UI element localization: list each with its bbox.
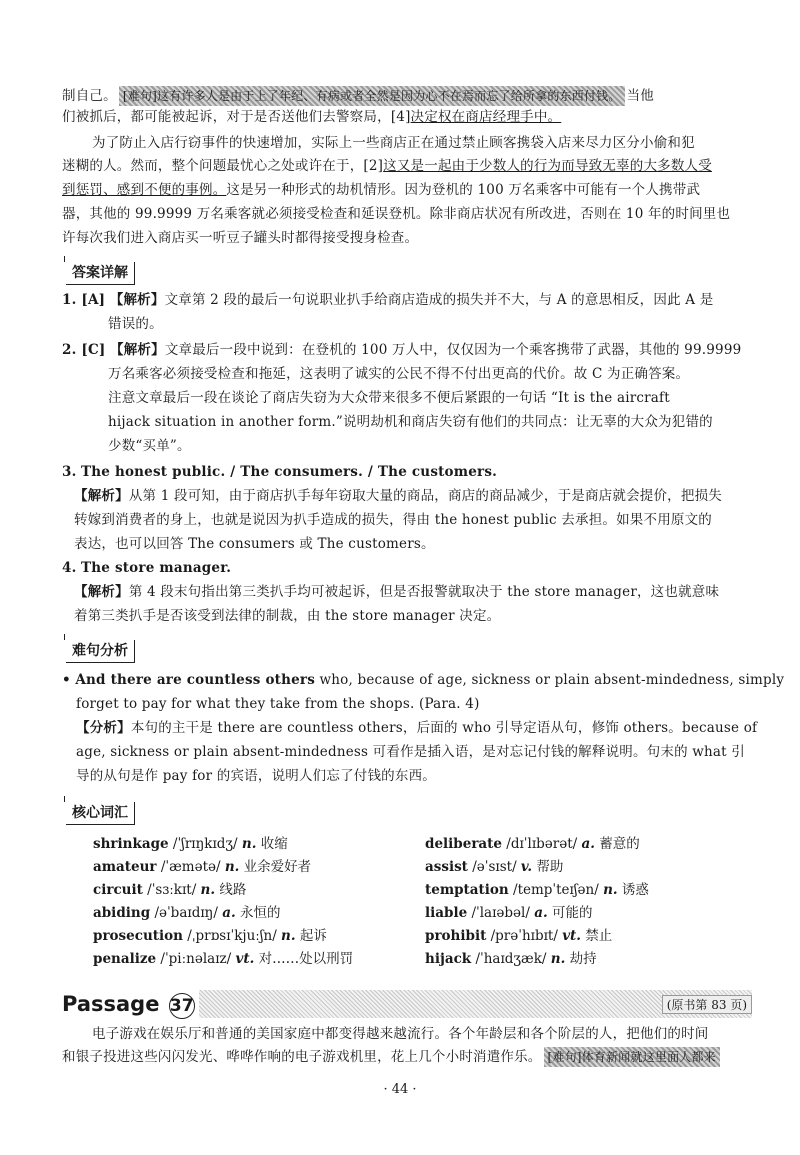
translation-line: 许每次我们进入商店买一听豆子罐头时都得接受搜身检查。 <box>62 230 419 246</box>
translation-line <box>62 86 654 106</box>
meaning: 对……处以刑罚 <box>258 951 354 967</box>
meaning: 诱惑 <box>621 882 649 898</box>
translation-line: 为了防止入店行窃事件的快速增加，实际上一些商店正在通过禁止顾客携袋入店来尽力区分小偷和犯 <box>92 135 695 151</box>
question-marker: [4] <box>390 109 411 125</box>
phonetic: /əˈbaɪdɪŋ/ <box>154 905 218 921</box>
text-span: 文章第 2 段的最后一句说职业扒手给商店造成的损失并不大，与 A 的意思相反，因此 A 是 <box>164 292 714 308</box>
meaning: 可能的 <box>551 905 593 921</box>
translation-line: 器，其他的 99.9999 万名乘客就必须接受检查和延误登机。除非商店状况有所改进，否则在 10 年的时间里也 <box>62 206 731 222</box>
vocab-entry <box>93 878 246 898</box>
phonetic: /ˈhaɪdʒæk/ <box>475 951 547 967</box>
analysis-tag: 【解析】 <box>74 584 129 600</box>
part-of-speech: vt. <box>562 928 581 944</box>
text-span: 第 4 段末句指出第三类扒手均可被起诉，但是否报警就取决于 the store manager，这也就意味 <box>128 584 720 600</box>
part-of-speech: v. <box>520 859 533 875</box>
phonetic: /tempˈteɪʃən/ <box>513 882 599 898</box>
meaning: 禁止 <box>585 928 613 944</box>
meaning: 业余爱好者 <box>243 859 312 875</box>
part-of-speech: n. <box>550 951 566 967</box>
vocab-word: penalize <box>93 951 157 967</box>
part-of-speech: n. <box>224 859 240 875</box>
phonetic: /ˌprɒsɪˈkjuːʃn/ <box>187 928 277 944</box>
answer-2-line <box>62 340 741 360</box>
vocab-entry <box>425 901 592 921</box>
phonetic: /ˈʃrɪŋkɪdʒ/ <box>172 836 238 852</box>
vocab-word: abiding <box>93 905 151 921</box>
sentence-core: And there are countless others <box>75 672 316 688</box>
part-of-speech: vt. <box>235 951 255 967</box>
text-span: forget to pay for what they take from the shops. <box>76 696 415 712</box>
translation-line <box>62 156 712 176</box>
vocab-entry <box>425 947 597 967</box>
vocab-entry <box>425 855 563 875</box>
heading-text: 难句分析 <box>72 643 128 659</box>
part-of-speech: n. <box>603 882 618 898</box>
passage-number: 37 <box>169 993 195 1019</box>
text-span: 从第 1 段可知，由于商店扒手每年窃取大量的商品，商店的商品减少，于是商店就会提价，把损失 <box>128 488 722 504</box>
answer-4-line <box>74 582 719 602</box>
vocab-word: shrinkage <box>93 836 169 852</box>
vocab-entry <box>93 832 288 852</box>
vocab-word: temptation <box>425 882 509 898</box>
shaded-difficult-sentence: [难句]体育新闻就这里面人都来 <box>544 1047 720 1067</box>
analysis-line <box>76 718 757 738</box>
underlined-text: 到惩罚、感到不便的事例。 <box>62 182 227 198</box>
text-span: 本句的主干是 there are countless others，后面的 who 引导定语从句，修饰 others。because of <box>130 720 758 736</box>
bullet: • <box>62 672 71 688</box>
answer-number: 1. [A] <box>62 292 106 308</box>
answer-2-line: hijack situation in another form.”说明劫机和商店失窃有他们的共同点：让无辜的大众为犯错的 <box>108 414 713 430</box>
part-of-speech: n. <box>281 928 296 944</box>
vocab-entry <box>93 947 353 967</box>
analysis-tag: 【解析】 <box>110 342 165 358</box>
analysis-tag: 【解析】 <box>109 292 165 308</box>
meaning: 劫持 <box>569 951 597 967</box>
answer-number: 4. <box>62 560 77 576</box>
meaning: 帮助 <box>536 859 564 875</box>
vocab-entry <box>93 901 280 921</box>
passage-line <box>62 1047 722 1067</box>
difficult-sentence-heading <box>66 640 135 663</box>
answer-text: The honest public. / The consumers. / The customers. <box>81 464 498 480</box>
text-span: 当他 <box>626 88 654 104</box>
vocab-entry <box>93 924 327 944</box>
analysis-line: 导的从句是作 pay for 的宾语，说明人们忘了付钱的东西。 <box>76 768 436 784</box>
answer-2-line: 万名乘客必须接受检查和拖延，这表明了诚实的公民不得不付出更高的代价。故 C 为正确答案。 <box>108 366 690 382</box>
answer-2-line: 注意文章最后一段在谈论了商店失窃为大众带来很多不便后紧跟的一句话 “It is the aircraft <box>108 390 670 406</box>
question-marker: [2] <box>363 158 384 174</box>
vocab-word: prohibit <box>425 928 487 944</box>
page-number: · 44 · <box>383 1082 417 1097</box>
passage-header <box>62 990 752 1018</box>
passage-line: 电子游戏在娱乐厅和普通的美国家庭中都变得越来越流行。各个年龄层和各个阶层的人，把他们的时间 <box>92 1026 709 1042</box>
heading-text: 答案详解 <box>72 265 128 281</box>
vocab-word: liable <box>425 905 468 921</box>
underlined-text: 决定权在商店经理手中。 <box>410 109 562 125</box>
answer-number: 2. [C] <box>62 342 106 358</box>
part-of-speech: a. <box>534 905 548 921</box>
vocab-word: circuit <box>93 882 143 898</box>
text-span: 文章最后一段中说到：在登机的 100 万人中，仅仅因为一个乘客携带了武器，其他的 99.9999 <box>164 342 742 358</box>
answer-4-line <box>62 558 231 578</box>
passage-word: Passage <box>62 992 160 1016</box>
answer-4-line: 着第三类扒手是否该受到法律的制裁，由 the store manager 决定。 <box>74 608 501 624</box>
analysis-tag: 【分析】 <box>76 720 131 736</box>
part-of-speech: n. <box>241 836 257 852</box>
vocab-entry <box>425 832 640 852</box>
answer-1-line <box>62 290 713 310</box>
difficult-sentence-line <box>62 670 784 690</box>
text-span: 迷糊的人。然而，整个问题最忧心之处或许在于， <box>62 158 364 174</box>
vocab-word: hijack <box>425 951 472 967</box>
vocab-entry <box>425 924 612 944</box>
phonetic: /ˈpiːnəlaɪz/ <box>160 951 232 967</box>
meaning: 收缩 <box>260 836 288 852</box>
vocab-word: assist <box>425 859 468 875</box>
shaded-difficult-sentence: [难句]这有许多人是由于上了年纪、有病或者全然是因为心不在焉而忘了给所拿的东西付钱。 <box>119 86 625 106</box>
answer-3-line <box>62 462 497 482</box>
meaning: 永恒的 <box>239 905 281 921</box>
part-of-speech: n. <box>200 882 216 898</box>
vocabulary-heading <box>66 802 135 825</box>
answers-heading <box>66 262 135 285</box>
answer-3-line: 转嫁到消费者的身上，也就是说因为扒手造成的损失，得由 the honest public 去承担。如果不用原文的 <box>74 512 713 528</box>
vocab-entry <box>93 855 311 875</box>
analysis-line: age, sickness or plain absent-mindedness 可看作是插入语，是对忘记付钱的解释说明。句末的 what 引 <box>76 744 745 760</box>
meaning: 蓄意的 <box>599 836 640 852</box>
phonetic: /prəˈhɪbɪt/ <box>490 928 558 944</box>
translation-line <box>62 180 700 200</box>
answer-1-line: 错误的。 <box>108 316 163 332</box>
answer-3-line: 表达，也可以回答 The consumers 或 The customers。 <box>74 536 435 552</box>
translation-line <box>62 107 561 127</box>
meaning: 起诉 <box>299 928 327 944</box>
text-span: 和银子投进这些闪闪发光、哗哗作响的电子游戏机里，花上几个小时消遣作乐。 <box>62 1049 542 1065</box>
part-of-speech: a. <box>222 905 236 921</box>
phonetic: /əˈsɪst/ <box>472 859 517 875</box>
phonetic: /ˈsɜːkɪt/ <box>147 882 197 898</box>
difficult-sentence-line <box>76 694 480 714</box>
underlined-text: 这又是一起由于少数人的行为而导致无辜的大多数人受 <box>383 158 712 174</box>
phonetic: /dɪˈlɪbərət/ <box>506 836 578 852</box>
meaning: 线路 <box>219 882 247 898</box>
vocab-entry <box>425 878 649 898</box>
text-span: who, because of age, sickness or plain absent-mindedness, simply <box>315 672 785 688</box>
part-of-speech: a. <box>581 836 595 852</box>
vocab-word: deliberate <box>425 836 502 852</box>
analysis-tag: 【解析】 <box>74 488 129 504</box>
heading-text: 核心词汇 <box>72 805 128 821</box>
answer-2-line: 少数“买单”。 <box>108 438 191 454</box>
para-reference: (Para. 4) <box>414 696 480 712</box>
answer-number: 3. <box>62 464 77 480</box>
phonetic: /ˈæmətə/ <box>160 859 221 875</box>
answer-text: The store manager. <box>81 560 232 576</box>
phonetic: /ˈlaɪəbəl/ <box>471 905 530 921</box>
answer-3-line <box>74 486 722 506</box>
text-span: 们被抓后，都可能被起诉，对于是否送他们去警察局， <box>62 109 391 125</box>
vocab-word: amateur <box>93 859 157 875</box>
source-page-reference: (原书第 83 页) <box>662 995 752 1014</box>
text-span: 这是另一种形式的劫机情形。因为登机的 100 万名乘客中可能有一个人携带武 <box>226 182 701 198</box>
text-span: 制自己。 <box>62 88 117 104</box>
passage-label <box>62 990 199 1019</box>
vocab-word: prosecution <box>93 928 183 944</box>
